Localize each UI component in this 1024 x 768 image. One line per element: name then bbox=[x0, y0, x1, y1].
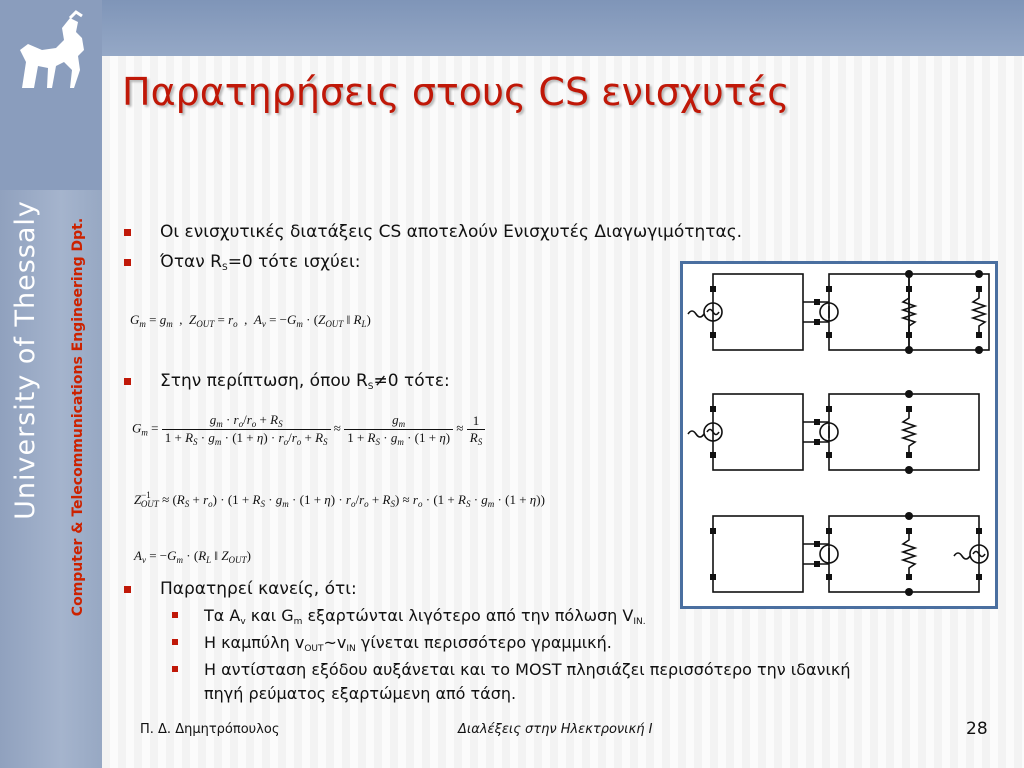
circuit-diagrams-frame bbox=[680, 261, 998, 609]
circuit-row-1 bbox=[713, 274, 989, 350]
department-name: Computer & Telecommunications Engineering Dpt. bbox=[70, 217, 86, 617]
university-logo-icon bbox=[12, 10, 92, 92]
university-name: University of Thessaly bbox=[10, 200, 41, 520]
footer-course: Διαλέξεις στην Ηλεκτρονική Ι bbox=[458, 722, 653, 737]
circuit-row-2 bbox=[713, 394, 979, 470]
bullet-observations: Παρατηρεί κανείς, ότι: bbox=[124, 579, 357, 599]
page-number: 28 bbox=[966, 719, 988, 739]
equation-zout: $Z^{-1}_{OUT} \approx (R_S + r_o) \cdot (1 + R_S \cdot g_m \cdot (1 + \eta) \cdot r_o/r_o + R_S) \approx r_o \cdot (1 + R_S \cdot g_m \cdot (1 + \eta))$ bbox=[134, 490, 545, 509]
equation-av: $A_v = -G_m \cdot (R_L$ ‖ $Z_{OUT}$) bbox=[134, 548, 251, 565]
slide-title: Παρατηρήσεις στους CS ενισχυτές bbox=[122, 70, 790, 114]
equation-rs-zero: $G_m = g_m$ , $Z_{OUT} = r_o$ , $A_v = -G_m \cdot (Z_{OUT}$ ‖ $R_L$) bbox=[130, 312, 371, 329]
circuit-diagrams bbox=[683, 264, 995, 606]
circuit-row-3 bbox=[713, 516, 979, 592]
equation-gm: $G_m$ = $\frac{g_m \cdot r_o/r_o + R_S}{1 + R_S \cdot g_m \cdot (1 + \eta) \cdot r_o/r_o + R_S}$ ≈ $\frac{g_m}{1 + R_S \cdot g_m \cdot (1 + \eta)}$ ≈ $\frac{1}{R_S}$ bbox=[132, 412, 485, 447]
bullet-rs-nonzero: Στην περίπτωση, όπου $R_S\ne 0$ τότε: bbox=[124, 371, 450, 392]
sub-bullet-output-resistance: Η αντίσταση εξόδου αυξάνεται και το MOST πλησιάζει περισσότερο την ιδανική bbox=[172, 660, 850, 679]
sub-bullet-bias: Τα $A_v$ και $G_m$ εξαρτώνται λιγότερο από την πόλωση $V_{IN.}$ bbox=[172, 606, 646, 627]
top-bar bbox=[0, 0, 1024, 56]
footer-author: Π. Δ. Δημητρόπουλος bbox=[140, 722, 280, 737]
sub-bullet-output-resistance-cont: πηγή ρεύματος εξαρτώμενη από τάση. bbox=[204, 684, 517, 703]
bullet-transconductance: Οι ενισχυτικές διατάξεις CS αποτελούν Ενισχυτές Διαγωγιμότητας. bbox=[124, 222, 742, 242]
bullet-rs-zero: Όταν $R_S=0$ τότε ισχύει: bbox=[124, 252, 360, 273]
sub-bullet-linearity: Η καμπύλη $v_{OUT}\sim v_{IN}$ γίνεται περισσότερο γραμμική. bbox=[172, 633, 612, 654]
